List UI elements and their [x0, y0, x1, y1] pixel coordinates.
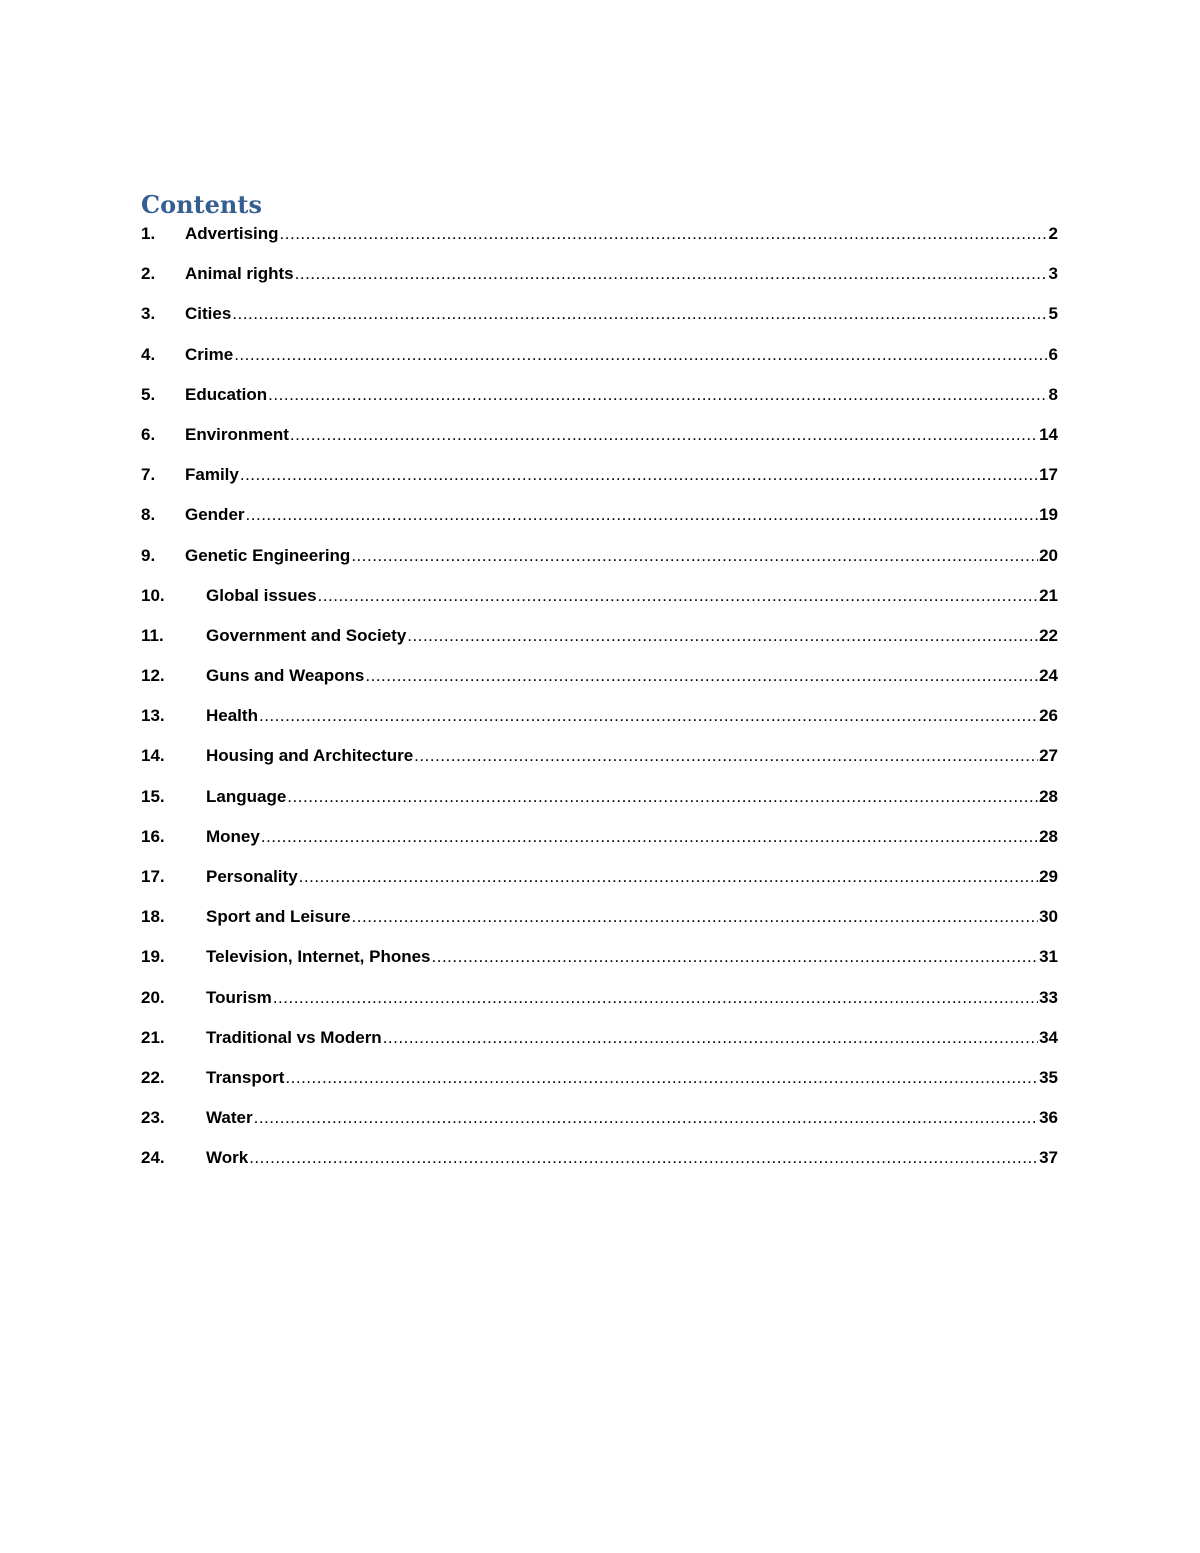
- toc-entry[interactable]: [141, 1148, 1058, 1188]
- toc-entry-label: Global issues: [206, 585, 317, 605]
- toc-entry-number: 12.: [141, 666, 165, 686]
- toc-entry-number: 17.: [141, 867, 165, 886]
- toc-entry-number: 20.: [141, 987, 165, 1007]
- toc-entry-page-number: 29: [1039, 867, 1058, 886]
- toc-dot-leader: [280, 224, 1048, 244]
- toc-entry-label: Animal rights: [185, 264, 294, 284]
- toc-entry-number: 6.: [141, 424, 156, 444]
- toc-entry-page-number: 22: [1039, 625, 1058, 645]
- toc-entry[interactable]: [141, 1068, 1058, 1108]
- toc-dot-leader: [365, 666, 1038, 686]
- toc-list: [141, 224, 1058, 1189]
- toc-entry-number: 18.: [141, 907, 165, 927]
- toc-dot-leader: [407, 626, 1038, 646]
- toc-entry-label: Work: [206, 1148, 249, 1168]
- toc-dot-leader: [240, 465, 1038, 485]
- toc-entry-label: Family: [185, 465, 239, 485]
- toc-entry-page-number: 27: [1039, 746, 1058, 766]
- toc-entry[interactable]: [141, 867, 1058, 907]
- toc-entry-number: 3.: [141, 304, 156, 324]
- toc-dot-leader: [432, 947, 1039, 967]
- toc-entry-label: Environment: [185, 424, 289, 444]
- toc-dot-leader: [232, 304, 1047, 324]
- toc-entry-label: Water: [206, 1108, 253, 1128]
- toc-dot-leader: [287, 787, 1038, 807]
- toc-entry-number: 11.: [141, 625, 164, 645]
- toc-entry-number: 23.: [141, 1108, 165, 1128]
- toc-entry-page-number: 33: [1039, 987, 1058, 1007]
- toc-entry-page-number: 28: [1039, 826, 1058, 846]
- toc-entry[interactable]: [141, 787, 1058, 827]
- toc-entry[interactable]: [141, 746, 1058, 786]
- toc-entry-page-number: 21: [1039, 585, 1058, 605]
- toc-entry-label: Health: [206, 706, 258, 726]
- toc-entry[interactable]: [141, 264, 1058, 304]
- toc-entry-number: 8.: [141, 505, 156, 525]
- toc-entry[interactable]: [141, 827, 1058, 867]
- toc-dot-leader: [285, 1068, 1038, 1088]
- toc-entry-label: Tourism: [206, 987, 272, 1007]
- toc-entry[interactable]: [141, 505, 1058, 545]
- toc-entry[interactable]: [141, 224, 1058, 264]
- toc-entry-page-number: 34: [1039, 1027, 1058, 1047]
- toc-dot-leader: [261, 827, 1038, 847]
- toc-entry-number: 7.: [141, 465, 156, 485]
- toc-entry-page-number: 14: [1039, 424, 1058, 444]
- toc-dot-leader: [299, 867, 1038, 887]
- toc-entry-label: Money: [206, 826, 260, 846]
- toc-entry[interactable]: [141, 385, 1058, 425]
- toc-entry-label: Cities: [185, 304, 232, 324]
- toc-entry-number: 15.: [141, 786, 165, 806]
- toc-entry[interactable]: [141, 586, 1058, 626]
- toc-entry-label: Gender: [185, 505, 245, 525]
- toc-entry-label: Guns and Weapons: [206, 666, 365, 686]
- toc-entry-number: 1.: [141, 224, 156, 243]
- toc-entry-number: 4.: [141, 344, 156, 364]
- toc-entry-number: 16.: [141, 826, 165, 846]
- toc-entry-label: Government and Society: [206, 625, 407, 645]
- toc-entry[interactable]: [141, 465, 1058, 505]
- toc-entry-label: Personality: [206, 867, 298, 886]
- toc-entry[interactable]: [141, 345, 1058, 385]
- toc-entry-label: Traditional vs Modern: [206, 1027, 382, 1047]
- toc-entry[interactable]: [141, 546, 1058, 586]
- toc-entry[interactable]: [141, 425, 1058, 465]
- toc-entry[interactable]: [141, 304, 1058, 344]
- toc-dot-leader: [290, 425, 1038, 445]
- toc-entry-number: 10.: [141, 585, 165, 605]
- toc-heading: Contents: [141, 190, 262, 219]
- toc-dot-leader: [249, 1148, 1038, 1168]
- toc-entry[interactable]: [141, 626, 1058, 666]
- toc-dot-leader: [273, 988, 1038, 1008]
- toc-entry[interactable]: [141, 907, 1058, 947]
- toc-dot-leader: [414, 746, 1038, 766]
- toc-entry[interactable]: [141, 666, 1058, 706]
- table-of-contents: [141, 190, 1058, 1189]
- toc-entry-label: Transport: [206, 1067, 285, 1087]
- toc-entry-page-number: 3: [1048, 264, 1058, 284]
- toc-entry-label: Language: [206, 786, 287, 806]
- toc-entry-number: 2.: [141, 264, 156, 284]
- toc-entry-label: Genetic Engineering: [185, 545, 351, 565]
- toc-entry-page-number: 26: [1039, 706, 1058, 726]
- toc-entry-page-number: 24: [1039, 666, 1058, 686]
- toc-entry-page-number: 19: [1039, 505, 1058, 525]
- toc-entry-page-number: 31: [1039, 947, 1058, 967]
- toc-entry-label: Sport and Leisure: [206, 907, 351, 927]
- toc-entry-page-number: 5: [1048, 304, 1058, 324]
- toc-entry-page-number: 8: [1048, 384, 1058, 404]
- toc-entry-number: 22.: [141, 1067, 165, 1087]
- toc-entry-page-number: 30: [1039, 907, 1058, 927]
- toc-entry-page-number: 35: [1039, 1067, 1058, 1087]
- toc-dot-leader: [259, 706, 1038, 726]
- toc-entry-number: 13.: [141, 706, 165, 726]
- toc-entry-label: Education: [185, 384, 268, 404]
- toc-dot-leader: [268, 385, 1047, 405]
- toc-entry[interactable]: [141, 1028, 1058, 1068]
- toc-entry-label: Crime: [185, 344, 234, 364]
- toc-entry-page-number: 36: [1039, 1108, 1058, 1128]
- toc-entry-number: 24.: [141, 1148, 165, 1168]
- toc-dot-leader: [254, 1108, 1038, 1128]
- toc-entry-page-number: 37: [1039, 1148, 1058, 1168]
- toc-dot-leader: [351, 546, 1038, 566]
- toc-dot-leader: [383, 1028, 1038, 1048]
- toc-entry-page-number: 6: [1048, 344, 1058, 364]
- toc-entry-number: 14.: [141, 746, 165, 766]
- toc-entry-page-number: 17: [1039, 465, 1058, 485]
- toc-dot-leader: [318, 586, 1039, 606]
- toc-entry-label: Housing and Architecture: [206, 746, 414, 766]
- toc-entry-number: 9.: [141, 545, 156, 565]
- toc-entry-number: 19.: [141, 947, 165, 967]
- toc-entry[interactable]: [141, 1108, 1058, 1148]
- toc-entry-page-number: 2: [1048, 224, 1058, 243]
- toc-dot-leader: [246, 505, 1039, 525]
- toc-entry[interactable]: [141, 988, 1058, 1028]
- toc-entry[interactable]: [141, 706, 1058, 746]
- toc-entry-number: 21.: [141, 1027, 165, 1047]
- toc-dot-leader: [234, 345, 1047, 365]
- toc-dot-leader: [352, 907, 1039, 927]
- toc-dot-leader: [295, 264, 1048, 284]
- toc-entry-number: 5.: [141, 384, 156, 404]
- toc-entry-page-number: 20: [1039, 545, 1058, 565]
- toc-entry-label: Television, Internet, Phones: [206, 947, 431, 967]
- toc-entry-page-number: 28: [1039, 786, 1058, 806]
- toc-entry[interactable]: [141, 947, 1058, 987]
- toc-entry-label: Advertising: [185, 224, 279, 243]
